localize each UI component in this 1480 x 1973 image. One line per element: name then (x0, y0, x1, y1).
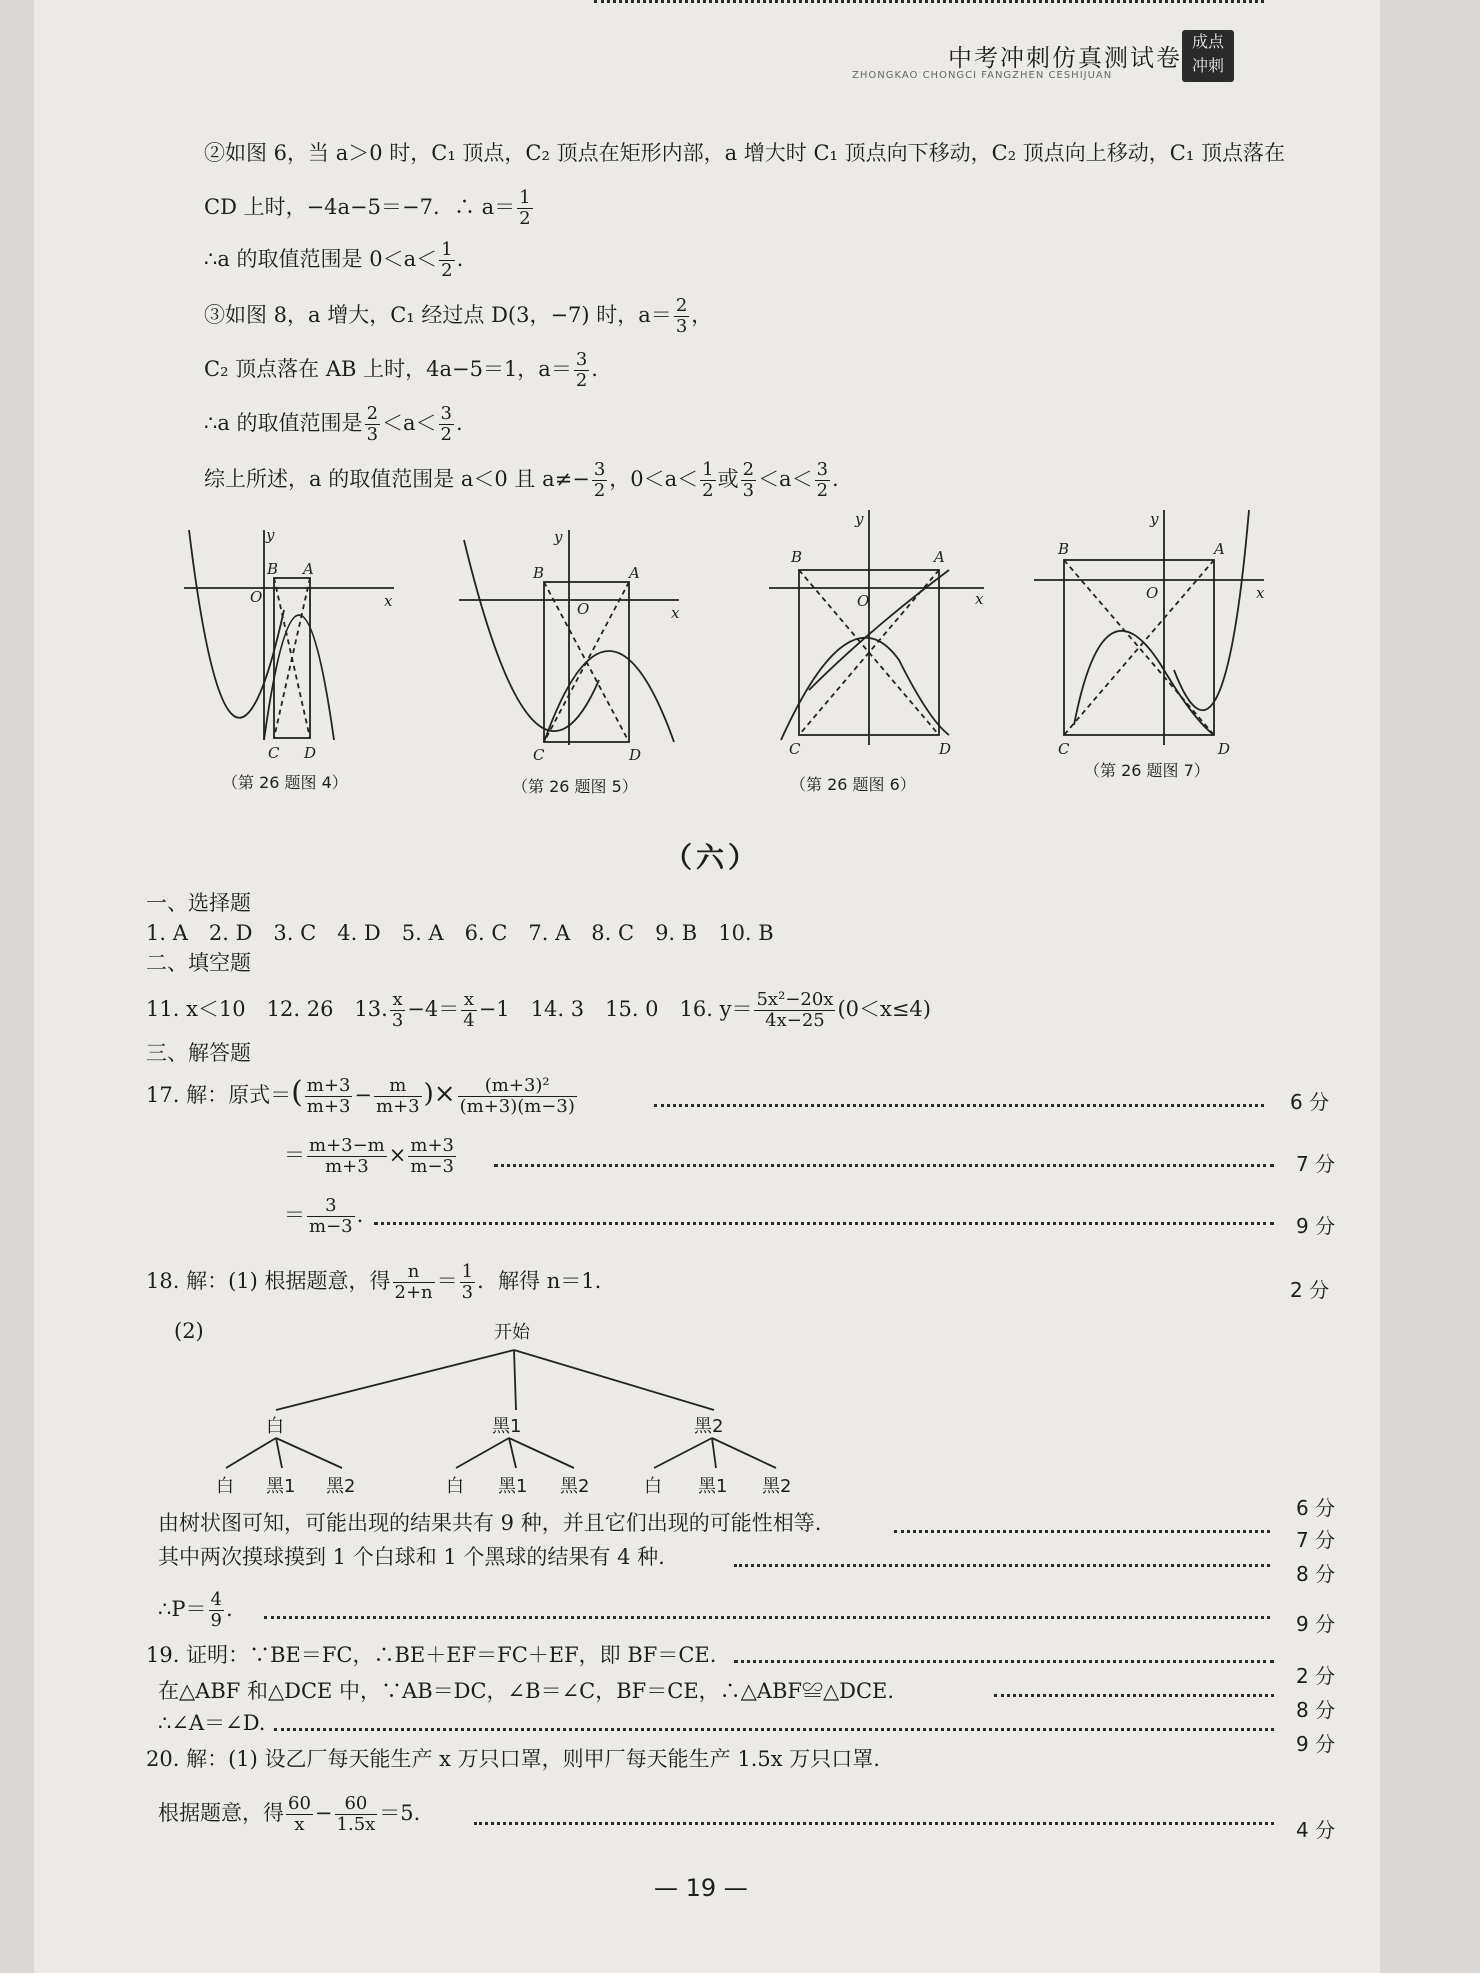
leader-dots (994, 1694, 1274, 1697)
q20-line2: 根据题意，得 $\frac{60}{x}$ − $\frac{60}{1.5x}$ ＝5. (158, 1793, 421, 1835)
leader-dots (264, 1616, 1270, 1619)
figure-6 (769, 510, 984, 745)
q18-score-2: 6 分 (1296, 1496, 1336, 1520)
figure-4 (184, 530, 394, 740)
sol26-line4: ③如图 8，a 增大，C₁ 经过点 D(3，−7) 时，a＝ $\frac{2}{3}$ ， (204, 295, 713, 337)
q18-line5: ∴P＝ $\frac{4}{9}$ . (158, 1589, 233, 1631)
fraction: $\frac{m+3}{m+3}$ (306, 1075, 351, 1117)
tree-leaf: 黑2 (560, 1476, 590, 1497)
fig6-label-x: x (975, 590, 984, 608)
caption-fig6: （第 26 题图 6） (790, 775, 916, 794)
q17-line2: ＝ $\frac{m+3-m}{m+3}$ × $\frac{m+3}{m-3}$ (284, 1135, 454, 1177)
fraction: $\frac{3}{2}$ (440, 403, 452, 445)
fraction: $\frac{\text{(m+3)²}}{(m+3)(m-3)}$ (459, 1075, 575, 1117)
fraction: $\frac{1}{2}$ (441, 239, 453, 281)
fraction: $\frac{\text{5x²−20x}}{4x-25}$ (756, 989, 834, 1031)
fraction: $\frac{m+3-m}{m+3}$ (309, 1135, 385, 1177)
tree-branch (509, 1438, 516, 1468)
caption-fig4: （第 26 题图 4） (222, 773, 348, 792)
tree-node-l1: 白 (266, 1416, 284, 1437)
leader-dots (654, 1104, 1264, 1107)
q19-line3: ∴∠A＝∠D. (158, 1711, 266, 1735)
sol26-line5: C₂ 顶点落在 AB 上时，4a−5＝1，a＝ $\frac{3}{2}$ . (204, 349, 598, 391)
document-page (34, 0, 1380, 1973)
parabola-c2 (1174, 510, 1249, 710)
fig4-label-a: A (303, 560, 314, 578)
leader-dots (474, 1822, 1274, 1825)
tree-branch (712, 1438, 716, 1468)
fraction: $\frac{x}{4}$ (463, 989, 475, 1031)
fraction: $\frac{1}{2}$ (519, 187, 531, 229)
fig4-label-y: y (266, 526, 275, 544)
fig6-label-d: D (939, 740, 952, 758)
tree-node-l1: 黑2 (694, 1416, 724, 1437)
fig4-label-x: x (384, 592, 393, 610)
tree-leaf: 黑1 (266, 1476, 296, 1497)
leader-dots (494, 1164, 1274, 1167)
tree-leaf: 白 (644, 1476, 662, 1497)
leader-dots (274, 1728, 1274, 1731)
fig6-label-o: O (857, 592, 870, 610)
fig4-label-o: O (250, 588, 263, 606)
fraction: $\frac{m}{m+3}$ (376, 1075, 420, 1117)
tree-leaf: 白 (446, 1476, 464, 1497)
fig7-label-y: y (1150, 510, 1159, 528)
fig5-label-d: D (629, 746, 642, 764)
fig7-label-o: O (1146, 584, 1159, 602)
fig7-label-c: C (1058, 740, 1070, 758)
diagonal-bd (1064, 560, 1214, 735)
diagonal-ac (1064, 560, 1214, 735)
parabola-c1 (781, 638, 949, 740)
fig7-label-x: x (1256, 584, 1265, 602)
q19-line2: 在△ABF 和△DCE 中，∵AB＝DC，∠B＝∠C，BF＝CE，∴△ABF≌△DCE. (158, 1679, 895, 1703)
fraction: $\frac{3}{2}$ (593, 459, 606, 501)
header-title: 中考冲刺仿真测试卷 (948, 44, 1182, 72)
fig5-label-x: x (671, 604, 680, 622)
fraction: $\frac{3}{m-3}$ (309, 1195, 353, 1237)
q18-line3: 由树状图可知，可能出现的结果共有 9 种，并且它们出现的可能性相等. (158, 1511, 822, 1535)
tree-leaf: 黑2 (762, 1476, 792, 1497)
parabola-c1 (1074, 631, 1214, 735)
fig4-label-d: D (304, 744, 317, 762)
fraction: $\frac{4}{9}$ (210, 1589, 222, 1631)
fig7-label-b: B (1058, 540, 1070, 558)
tree-branch (654, 1438, 712, 1468)
fraction: $\frac{60}{1.5x}$ (336, 1793, 376, 1835)
tree-branch (226, 1438, 276, 1468)
leader-dots (734, 1564, 1270, 1567)
tree-leaf: 白 (216, 1476, 234, 1497)
tree-branch (456, 1438, 509, 1468)
fraction: $\frac{2}{3}$ (742, 459, 755, 501)
q18-part2-label: (2) (174, 1319, 204, 1343)
fig6-label-y: y (855, 510, 864, 528)
tree-branch (276, 1438, 342, 1468)
fig6-label-b: B (791, 548, 803, 566)
fig5-label-c: C (533, 746, 545, 764)
fig5-label-y: y (554, 528, 563, 546)
q18-score-3: 7 分 (1296, 1528, 1336, 1552)
part3-title: 三、解答题 (146, 1041, 251, 1065)
q17-line1: 17. 解：原式＝( $\frac{m+3}{m+3}$ − $\frac{m}{m+3}$ )× $\frac{\text{(m+3)²}}{(m+3)(m-3)}$ (146, 1075, 575, 1117)
q17-score-1: 6 分 (1290, 1090, 1330, 1114)
leader-dots (594, 0, 1264, 3)
caption-fig7: （第 26 题图 7） (1084, 761, 1210, 780)
fig5-label-a: A (629, 564, 640, 582)
q17-score-3: 9 分 (1296, 1214, 1336, 1238)
tree-leaf: 黑2 (326, 1476, 356, 1497)
sol26-line1: ②如图 6，当 a＞0 时，C₁ 顶点，C₂ 顶点在矩形内部，a 增大时 C₁ 顶点向下移动，C₂ 顶点向上移动，C₁ 顶点落在 (204, 141, 1285, 165)
fraction: $\frac{m+3}{m-3}$ (410, 1135, 454, 1177)
part1-title: 一、选择题 (146, 891, 251, 915)
rectangle-abcd (1064, 560, 1214, 735)
sol26-line3: ∴a 的取值范围是 0＜a＜ $\frac{1}{2}$ . (204, 239, 464, 281)
fraction: $\frac{1}{3}$ (461, 1261, 474, 1303)
fraction: $\frac{3}{2}$ (575, 349, 588, 391)
fig6-label-a: A (934, 548, 945, 566)
parabola-c1 (464, 540, 599, 731)
fraction: $\frac{2}{3}$ (366, 403, 379, 445)
fig5-label-b: B (533, 564, 545, 582)
q18-line4: 其中两次摸球摸到 1 个白球和 1 个黑球的结果有 4 种. (158, 1545, 665, 1569)
header-subtitle: ZHONGKAO CHONGCI FANGZHEN CESHIJUAN (852, 70, 1113, 81)
q17-score-2: 7 分 (1296, 1152, 1336, 1176)
brand-logo: 成点 冲刺 (1182, 30, 1234, 82)
figure-5 (459, 530, 679, 745)
fig7-label-a: A (1214, 540, 1225, 558)
q18-score-1: 2 分 (1290, 1278, 1330, 1302)
sol26-line7: 综上所述，a 的取值范围是 a＜0 且 a≠− $\frac{3}{2}$ ，0＜a＜ $\frac{1}{2}$ 或 $\frac{2}{3}$ ＜a＜ $\frac{3}{2}$ . (204, 459, 839, 501)
fig4-label-b: B (267, 560, 279, 578)
fraction: $\frac{3}{2}$ (816, 459, 829, 501)
tree-branch (509, 1438, 574, 1468)
q19-score-1: 2 分 (1296, 1664, 1336, 1688)
q19-score-2: 8 分 (1296, 1698, 1336, 1722)
q19-line1: 19. 证明：∵BE＝FC，∴BE＋EF＝FC＋EF，即 BF＝CE. (146, 1643, 717, 1667)
q17-line3: ＝ $\frac{3}{m-3}$ . (284, 1195, 364, 1237)
sol26-line6: ∴a 的取值范围是 $\frac{2}{3}$ ＜a＜ $\frac{3}{2}$ . (204, 403, 463, 445)
tree-branch (276, 1350, 514, 1410)
tree-leaf: 黑1 (698, 1476, 728, 1497)
leader-dots (374, 1222, 1274, 1225)
tree-leaf: 黑1 (498, 1476, 528, 1497)
q20-line1: 20. 解：(1) 设乙厂每天能生产 x 万只口罩，则甲厂每天能生产 1.5x 万只口罩. (146, 1747, 880, 1771)
part1-answers: 1. A 2. D 3. C 4. D 5. A 6. C 7. A 8. C 9. B 10. B (146, 921, 774, 945)
figures-row (184, 510, 1334, 800)
sol26-line2: CD 上时，−4a−5＝−7．∴ a＝ $\frac{1}{2}$ (204, 187, 531, 229)
tree-root: 开始 (494, 1322, 530, 1343)
leader-dots (734, 1660, 1274, 1663)
tree-branch (514, 1350, 516, 1410)
tree-node-l1: 黑1 (492, 1416, 522, 1437)
tree-branch (514, 1350, 714, 1410)
caption-fig5: （第 26 题图 5） (512, 777, 638, 796)
part2-title: 二、填空题 (146, 951, 251, 975)
page-number: — 19 — (654, 1874, 748, 1902)
q20-score-1: 4 分 (1296, 1818, 1336, 1842)
q18-score-5: 9 分 (1296, 1612, 1336, 1636)
tree-branch (276, 1438, 282, 1468)
q18-line1: 18. 解：(1) 根据题意，得 $\frac{n}{2+n}$ ＝ $\frac{1}{3}$ ．解得 n＝1. (146, 1261, 602, 1303)
fraction: $\frac{1}{2}$ (702, 459, 714, 501)
fraction: $\frac{x}{3}$ (391, 989, 404, 1031)
q19-score-3: 9 分 (1296, 1732, 1336, 1756)
fig6-label-c: C (789, 740, 801, 758)
tree-branch (712, 1438, 776, 1468)
parabola-c1 (189, 530, 284, 718)
fraction: $\frac{2}{3}$ (675, 295, 688, 337)
fig4-label-c: C (268, 744, 280, 762)
leader-dots (894, 1530, 1270, 1533)
fraction: $\frac{60}{x}$ (288, 1793, 311, 1835)
fig7-label-d: D (1218, 740, 1231, 758)
fig5-label-o: O (577, 600, 590, 618)
part2-answers: 11. x＜10 12. 26 13. $\frac{x}{3}$ −4＝ $\frac{x}{4}$ −1 14. 3 15. 0 16. y＝ $\frac{\text{5x²−20x}}{4x-25}$ (0＜x≤4) (146, 989, 931, 1031)
section-title: （六） (664, 841, 761, 874)
q18-score-4: 8 分 (1296, 1562, 1336, 1586)
fraction: $\frac{n}{2+n}$ (394, 1261, 433, 1303)
